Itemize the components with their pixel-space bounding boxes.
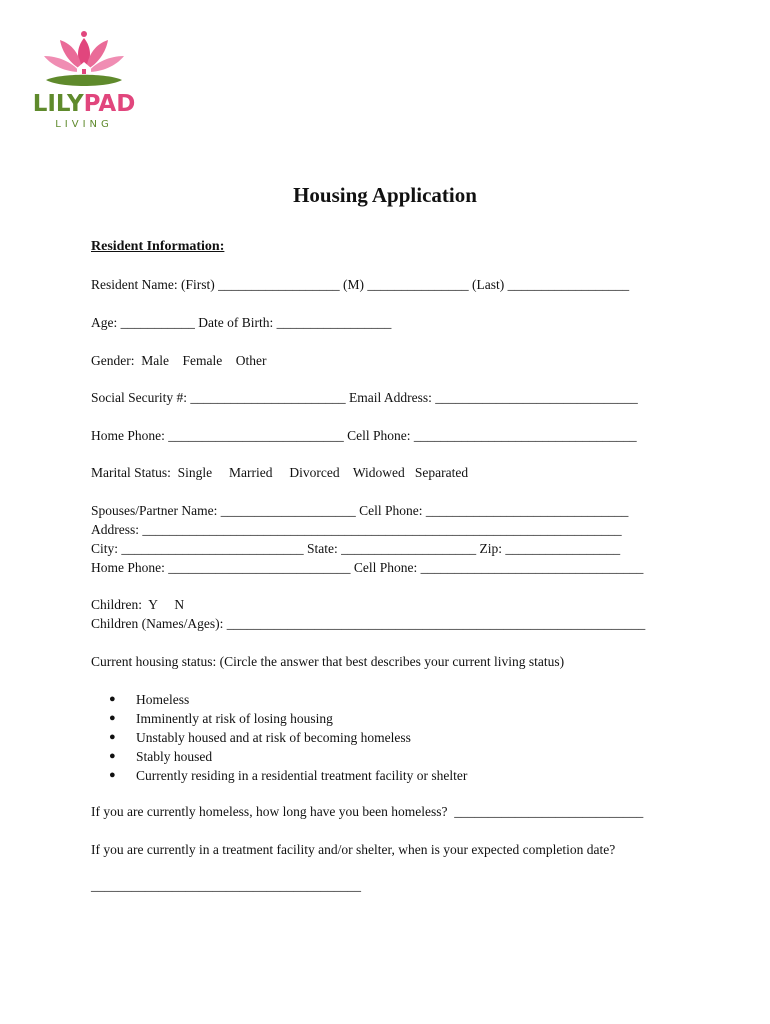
children-names-line[interactable]: Children (Names/Ages): ______________________________________________________________: [91, 616, 646, 631]
homeless-duration-line[interactable]: If you are currently homeless, how long have you been homeless? ____________________________: [91, 804, 644, 819]
lotus-house-icon: [30, 30, 138, 92]
brand-name-part2: PAD: [83, 91, 136, 117]
resident-name-line[interactable]: Resident Name: (First) __________________ (M) _______________ (Last) __________________: [91, 277, 630, 292]
brand-tagline: LIVING: [55, 119, 113, 130]
housing-option-label: Imminently at risk of losing housing: [136, 711, 333, 726]
completion-date-prompt: If you are currently in a treatment facility and/or shelter, when is your expected completion date?: [91, 842, 616, 857]
page-title: Housing Application: [293, 183, 477, 207]
list-item[interactable]: [109, 728, 467, 747]
age-dob-line[interactable]: Age: ___________ Date of Birth: _________________: [91, 315, 392, 330]
address-line[interactable]: Address: _______________________________________________________________________: [91, 522, 622, 537]
housing-status-prompt: Current housing status: (Circle the answer that best describes your current living status): [91, 654, 565, 669]
brand-name: [30, 92, 138, 116]
bullet-icon: ●: [109, 750, 116, 762]
home-phone-line[interactable]: Home Phone: ___________________________ Cell Phone: _________________________________: [91, 560, 644, 575]
phones-line[interactable]: Home Phone: __________________________ Cell Phone: _________________________________: [91, 428, 637, 443]
bullet-icon: ●: [109, 712, 116, 724]
spouse-line[interactable]: Spouses/Partner Name: ____________________ Cell Phone: ______________________________: [91, 503, 629, 518]
bullet-icon: ●: [109, 693, 116, 705]
marital-status-line[interactable]: Marital Status: Single Married Divorced Widowed Separated: [91, 465, 469, 480]
children-yn-line[interactable]: Children: Y N: [91, 597, 185, 612]
gender-line[interactable]: Gender: Male Female Other: [91, 353, 267, 368]
housing-option-label: Currently residing in a residential treatment facility or shelter: [136, 768, 468, 783]
list-item[interactable]: [109, 747, 467, 766]
city-state-zip-line[interactable]: City: ___________________________ State: ____________________ Zip: _________________: [91, 541, 621, 556]
housing-option-label: Homeless: [136, 692, 190, 707]
housing-option-label: Stably housed: [136, 749, 213, 764]
list-item[interactable]: [109, 690, 467, 709]
lily-pad-logo: [30, 30, 138, 132]
completion-date-blank[interactable]: ________________________________________: [91, 878, 361, 893]
brand-name-part1: LILY: [32, 91, 84, 117]
section-heading: Resident Information:: [91, 239, 225, 254]
list-item[interactable]: [109, 766, 467, 785]
housing-option-label: Unstably housed and at risk of becoming homeless: [136, 730, 411, 745]
housing-options-list: [109, 690, 467, 785]
bullet-icon: ●: [109, 769, 116, 781]
ssn-email-line[interactable]: Social Security #: _______________________ Email Address: ______________________________: [91, 390, 638, 405]
bullet-icon: ●: [109, 731, 116, 743]
list-item[interactable]: [109, 709, 467, 728]
